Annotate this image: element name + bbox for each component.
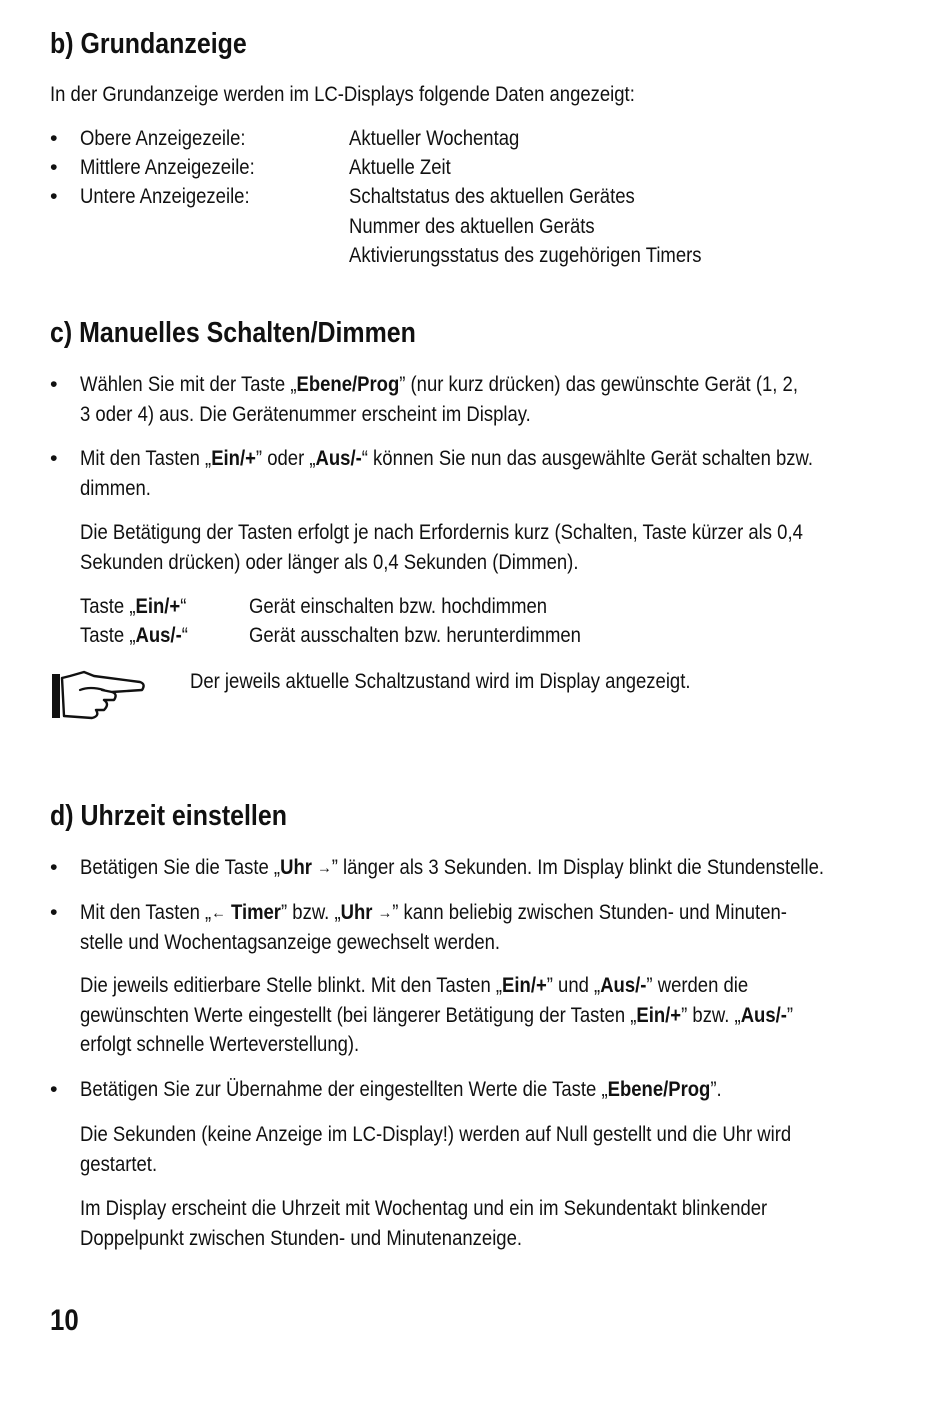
key-label <box>80 592 186 622</box>
key-name: Uhr <box>340 900 373 924</box>
key-name: Ebene/Prog <box>296 372 400 396</box>
text: ” kann beliebig zwischen Stunden- und Minuten- <box>392 900 787 924</box>
bullet: • <box>50 155 58 179</box>
text: Die Sekunden (keine Anzeige im LC-Display!) werden auf Null gestellt und die Uhr wird <box>80 1122 792 1146</box>
bullet: • <box>50 1077 58 1101</box>
text: Mit den Tasten „ <box>80 900 212 924</box>
paragraph-editable-field <box>80 971 898 1060</box>
text: ”. <box>710 1077 722 1101</box>
text: ” (nur kurz drücken) das gewünschte Gerät (1, 2, <box>399 372 798 396</box>
text: “ <box>181 623 188 647</box>
paragraph-seconds <box>80 1120 898 1179</box>
paragraph-key-timing <box>80 518 898 577</box>
row-value: Schaltstatus des aktuellen Gerätes <box>349 184 635 208</box>
text: ” bzw. „ <box>681 1002 741 1027</box>
bullet-paragraph-switch-device <box>80 444 898 503</box>
row-label: Untere Anzeigezeile: <box>80 184 250 208</box>
key-name: Aus/- <box>135 623 182 647</box>
bullet: • <box>50 446 58 470</box>
key-name: Ebene/Prog <box>607 1077 711 1101</box>
key-label <box>80 621 188 651</box>
key-name: Timer <box>230 900 282 924</box>
row-value: Aktivierungsstatus des zugehörigen Timers <box>349 243 702 267</box>
bullet-paragraph-press-clock <box>80 853 898 883</box>
pointing-hand-icon <box>50 668 150 727</box>
bullet: • <box>50 900 58 924</box>
text: ” oder „ <box>255 446 316 470</box>
key-name: Ein/+ <box>211 446 256 470</box>
key-name: Aus/- <box>315 446 362 470</box>
key-name: Aus/- <box>600 973 647 997</box>
bullet-paragraph-confirm <box>80 1075 898 1105</box>
text: Im Display erscheint die Uhrzeit mit Wochentag und ein im Sekundentakt blinkender <box>80 1196 768 1220</box>
bullet-paragraph-switch-fields <box>80 898 898 957</box>
text: Sekunden drücken) oder länger als 0,4 Sekunden (Dimmen). <box>80 549 579 574</box>
text: Mit den Tasten „ <box>80 446 212 470</box>
text: ” bzw. „ <box>281 900 341 924</box>
key-name: Uhr <box>280 855 312 879</box>
text: Die Betätigung der Tasten erfolgt je nach Erfordernis kurz (Schalten, Taste kürzer als 0,4 <box>80 520 803 544</box>
bullet: • <box>50 855 58 879</box>
text: “ <box>180 594 187 618</box>
intro-text: In der Grundanzeige werden im LC-Displays folgende Daten angezeigt: <box>50 82 635 106</box>
text: “ können Sie nun das ausgewählte Gerät schalten bzw. <box>361 446 814 470</box>
bullet-paragraph-select-device <box>80 370 898 429</box>
key-desc: Gerät einschalten bzw. hochdimmen <box>249 594 548 618</box>
note-text: Der jeweils aktuelle Schaltzustand wird im Display angezeigt. <box>190 669 691 693</box>
text: Taste „ <box>80 594 136 618</box>
text: stelle und Wochentagsanzeige gewechselt werden. <box>80 929 501 954</box>
bullet: • <box>50 126 58 150</box>
bullet: • <box>50 372 58 396</box>
bullet: • <box>50 184 58 208</box>
row-label: Mittlere Anzeigezeile: <box>80 155 255 179</box>
row-value: Aktuelle Zeit <box>349 155 451 179</box>
text: ” werden die <box>646 973 749 997</box>
heading-grundanzeige: b) Grundanzeige <box>50 28 247 60</box>
page-number: 10 <box>50 1304 79 1337</box>
paragraph-display-time <box>80 1194 898 1253</box>
text: ” <box>786 1002 794 1027</box>
text: Doppelpunkt zwischen Stunden- und Minutenanzeige. <box>80 1225 522 1250</box>
text: erfolgt schnelle Werteverstellung). <box>80 1032 360 1056</box>
row-value: Nummer des aktuellen Geräts <box>349 214 595 238</box>
text: Wählen Sie mit der Taste „ <box>80 372 297 396</box>
text: Betätigen Sie die Taste „ <box>80 855 281 879</box>
text: ” und „ <box>546 973 601 997</box>
text: Taste „ <box>80 623 136 647</box>
arrow-left-icon: ← <box>211 903 226 922</box>
key-name: Ein/+ <box>636 1002 682 1027</box>
text: ” länger als 3 Sekunden. Im Display blinkt die Stundenstelle. <box>331 855 825 879</box>
key-desc: Gerät ausschalten bzw. herunterdimmen <box>249 623 581 647</box>
row-label: Obere Anzeigezeile: <box>80 126 246 150</box>
arrow-right-icon: → <box>377 903 393 922</box>
text: 3 oder 4) aus. Die Gerätenummer erscheint im Display. <box>80 401 531 426</box>
arrow-right-icon: → <box>317 858 332 877</box>
heading-manuelles-schalten: c) Manuelles Schalten/Dimmen <box>50 317 416 349</box>
key-name: Aus/- <box>740 1002 787 1027</box>
key-name: Ein/+ <box>502 973 547 997</box>
heading-uhrzeit-einstellen: d) Uhrzeit einstellen <box>50 800 287 832</box>
text: gestartet. <box>80 1151 158 1176</box>
text: Betätigen Sie zur Übernahme der eingestellten Werte die Taste „ <box>80 1077 608 1101</box>
text: Die jeweils editierbare Stelle blinkt. Mit den Tasten „ <box>80 973 503 997</box>
row-value: Aktueller Wochentag <box>349 126 520 150</box>
text: gewünschten Werte eingestellt (bei längerer Betätigung der Tasten „ <box>80 1002 637 1027</box>
key-name: Ein/+ <box>135 594 181 618</box>
text: dimmen. <box>80 475 151 500</box>
